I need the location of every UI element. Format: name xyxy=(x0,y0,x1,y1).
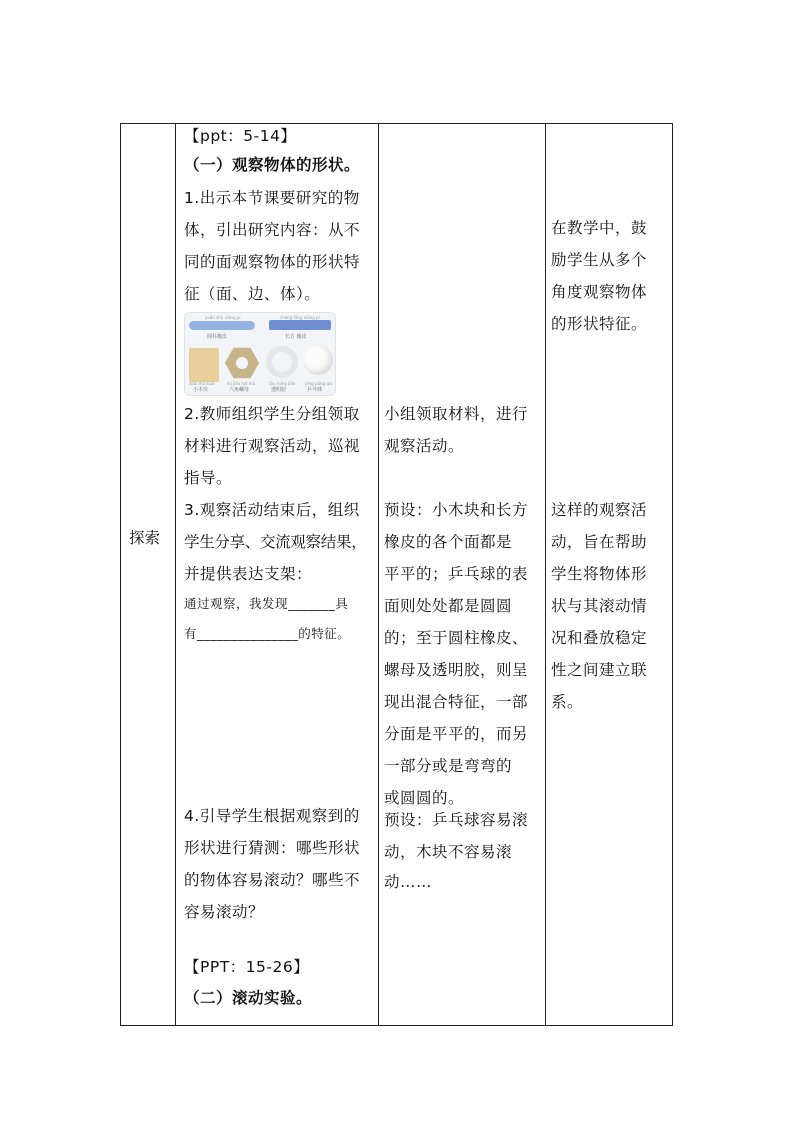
step-line: 学生分享、交流观察结果， xyxy=(184,533,367,551)
step-line: 1.出示本节课要研究的物 xyxy=(184,189,360,207)
material-label: 小木块 xyxy=(193,387,209,393)
pinyin-label: cháng fāng xiàng pí xyxy=(280,315,320,320)
step-line: 的物体容易滚动？哪些不 xyxy=(184,871,361,889)
student-line: 螺母及透明胶，则呈 xyxy=(384,661,529,679)
student-line: 动，木块不容易滚 xyxy=(384,843,513,861)
material-label: 六角螺母 xyxy=(229,387,250,393)
student-line: 预设：乒乓球容易滚 xyxy=(384,811,529,829)
rectangular-eraser xyxy=(269,320,331,330)
student-line: 动…… xyxy=(384,873,433,891)
intent-line: 性之间建立联 xyxy=(551,661,648,679)
step-line: 4.引导学生根据观察到的 xyxy=(184,807,360,825)
lesson-table xyxy=(120,123,673,1026)
ping-pong-ball xyxy=(303,345,333,375)
intent-line: 这样的观察活 xyxy=(551,501,648,519)
hex-nut xyxy=(225,346,259,380)
step-line: 形状进行猜测：哪些形状 xyxy=(184,839,361,857)
student-line: 或圆圆的。 xyxy=(384,789,465,807)
step-line: 并提供表达支架： xyxy=(184,565,313,583)
step-line: 征（面、边、体）。 xyxy=(184,285,321,303)
student-line: 的；至于圆柱橡皮、 xyxy=(384,629,529,647)
section-heading: （一）观察物体的形状。 xyxy=(184,156,361,174)
student-line: 预设：小木块和长方 xyxy=(384,501,529,519)
step-line: 同的面观察物体的形状特 xyxy=(184,253,361,271)
tape-roll xyxy=(266,346,298,378)
ppt-reference: 【PPT：15-26】 xyxy=(184,958,310,976)
material-label: 乒乓球 xyxy=(307,387,323,393)
student-activity-cell xyxy=(379,124,545,1025)
material-label: 透明胶 xyxy=(271,387,287,393)
wood-block xyxy=(189,348,219,382)
teacher-activity-cell xyxy=(176,124,378,1025)
material-label: 长方 橡皮 xyxy=(285,334,307,340)
intent-line: 励学生从多个 xyxy=(551,251,648,269)
student-line: 分面是平平的，而另 xyxy=(384,725,529,743)
student-line: 一部分或是弯弯的 xyxy=(384,757,513,775)
student-line: 面则处处都是圆圆 xyxy=(384,597,513,615)
pinyin-label: yuán zhù xiàng pí xyxy=(205,315,241,320)
intent-line: 角度观察物体 xyxy=(551,283,648,301)
intent-line: 动，旨在帮助 xyxy=(551,533,648,551)
material-label: 圆柱橡皮 xyxy=(207,334,228,340)
intent-line: 在教学中，鼓 xyxy=(551,219,648,237)
scaffold-line: 通过观察，我发现_______具 xyxy=(184,596,349,611)
ppt-reference: 【ppt：5-14】 xyxy=(184,127,297,145)
cylinder-eraser xyxy=(189,321,255,330)
intent-line: 学生将物体形 xyxy=(551,565,648,583)
materials-image xyxy=(184,312,336,396)
student-line: 观察活动。 xyxy=(384,437,465,455)
step-line: 容易滚动？ xyxy=(184,903,265,921)
step-line: 材料进行观察活动，巡视 xyxy=(184,437,361,455)
step-line: 体，引出研究内容：从不 xyxy=(184,221,361,239)
student-line: 现出混合特征，一部 xyxy=(384,693,529,711)
phase-label: 探索 xyxy=(129,529,161,547)
pinyin-label: tòu míng jiāo xyxy=(269,381,296,386)
pinyin-label: pīng pāng qiú xyxy=(305,381,333,386)
scaffold-line: 有_______________的特征。 xyxy=(184,626,351,641)
step-line: 指导。 xyxy=(184,469,233,487)
design-intent-cell xyxy=(546,124,672,1025)
intent-line: 系。 xyxy=(551,693,584,711)
student-line: 橡皮的各个面都是 xyxy=(384,533,513,551)
step-line: 3.观察活动结束后，组织 xyxy=(184,501,360,519)
student-line: 平平的；乒乓球的表 xyxy=(384,565,529,583)
pinyin-label: liù jiǎo luó mǔ xyxy=(227,381,256,386)
student-line: 小组领取材料，进行 xyxy=(384,405,529,423)
intent-line: 状与其滚动情 xyxy=(551,597,648,615)
intent-line: 况和叠放稳定 xyxy=(551,629,648,647)
intent-line: 的形状特征。 xyxy=(551,315,648,333)
step-line: 2.教师组织学生分组领取 xyxy=(184,405,360,423)
section-heading: （二）滚动实验。 xyxy=(184,989,313,1007)
pinyin-label: xiǎo mù kuài xyxy=(189,381,215,386)
